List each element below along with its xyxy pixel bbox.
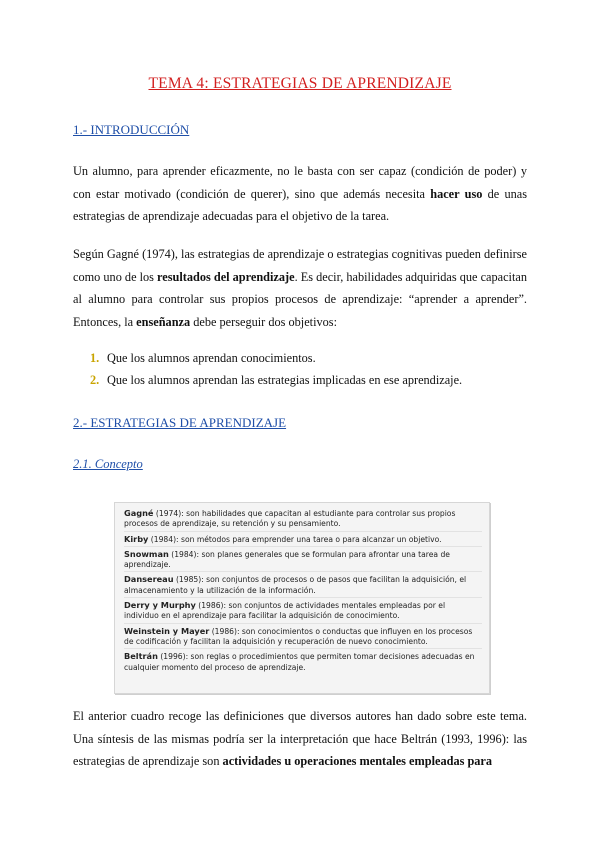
- bold-text: actividades u operaciones mentales empleadas para: [222, 754, 493, 768]
- definition-text: (1985): son conjuntos de procesos o de pasos que facilitan la adquisición, el almacenamiento y la utilización de la información.: [124, 575, 467, 595]
- text-run: Según Gagné (1974), las estrategias de aprendizaje o estrategias cognitivas pueden definirse como uno de los: [73, 247, 527, 284]
- intro-paragraph-1: [73, 160, 527, 228]
- definition-text: (1984): son planes generales que se formulan para afrontar una tarea de aprendizaje.: [124, 549, 450, 570]
- definition-entry: [124, 549, 482, 573]
- objectives-list: [90, 347, 462, 391]
- text-run: El anterior cuadro recoge las definiciones que diversos autores han dado sobre este tema. Una síntesis de las mismas podría ser la interpretación que hace Beltrán (1993, 1996): las estrategias de aprendizaje son: [73, 709, 527, 768]
- definitions-list: [124, 508, 482, 676]
- definition-entry: [124, 626, 482, 650]
- list-item: [90, 369, 462, 391]
- list-number: 1.: [90, 351, 100, 365]
- subsection-heading-concepto: 2.1. Concepto: [73, 457, 143, 471]
- bold-text: resultados del aprendizaje: [157, 269, 295, 284]
- bold-text: enseñanza: [136, 314, 191, 329]
- definitions-table-image: [114, 502, 490, 694]
- definition-author: Dansereau: [124, 574, 174, 585]
- definition-entry: [124, 600, 482, 624]
- section-heading-estrategias: 2.- ESTRATEGIAS DE APRENDIZAJE: [73, 415, 287, 430]
- text-run: de unas estrategias de aprendizaje adecuadas para el objetivo de la tarea.: [73, 186, 528, 223]
- section-heading-introduccion: 1.- INTRODUCCIÓN: [73, 122, 190, 137]
- definition-entry: [124, 651, 482, 674]
- definition-text: (1984): son métodos para emprender una tarea o para alcanzar un objetivo.: [148, 534, 442, 544]
- list-item: [90, 347, 462, 369]
- definition-author: Snowman: [124, 548, 169, 559]
- definition-text: (1996): son reglas o procedimientos que permiten tomar decisiones adecuadas en cualquier momento del proceso de aprendizaje.: [124, 652, 475, 672]
- list-text: Que los alumnos aprendan las estrategias implicadas en ese aprendizaje.: [107, 373, 463, 387]
- definition-entry: [124, 574, 482, 598]
- definition-author: Gagné: [124, 508, 154, 518]
- definition-entry: [124, 534, 482, 547]
- definition-author: Beltrán: [124, 651, 158, 662]
- text-run: . Es decir, habilidades adquiridas que capacitan al alumno para controlar sus propios procesos de aprendizaje: “aprender a aprender”. Entonces, la: [73, 269, 527, 329]
- definition-author: Kirby: [124, 533, 149, 544]
- definition-entry: [124, 508, 482, 532]
- document-title: TEMA 4: ESTRATEGIAS DE APRENDIZAJE: [148, 75, 452, 92]
- text-run: debe perseguir dos objetivos:: [190, 314, 338, 329]
- definition-text: (1986): son conocimientos o conductas que influyen en los procesos de codificación y facilitan la adquisición y recuperación de nuevo conocimiento.: [124, 626, 473, 646]
- definition-text: (1974): son habilidades que capacitan al estudiante para controlar sus propios procesos de aprendizaje, su retención y su pensamiento.: [124, 509, 456, 529]
- definition-author: Weinstein y Mayer: [124, 625, 210, 636]
- text-run: Un alumno, para aprender eficazmente, no le basta con ser capaz (condición de poder) y con estar motivado (condición de querer), sino que además necesita: [73, 164, 527, 201]
- definition-author: Derry y Murphy: [124, 600, 196, 611]
- bold-text: hacer uso: [430, 186, 483, 201]
- list-number: 2.: [90, 373, 100, 387]
- intro-paragraph-2: [73, 243, 527, 333]
- definition-text: (1986): son conjuntos de actividades mentales empleadas por el individuo en el aprendizaje para facilitar la adquisición de conocimiento.: [124, 601, 446, 621]
- list-text: Que los alumnos aprendan conocimientos.: [107, 351, 316, 365]
- concept-paragraph: [73, 705, 527, 773]
